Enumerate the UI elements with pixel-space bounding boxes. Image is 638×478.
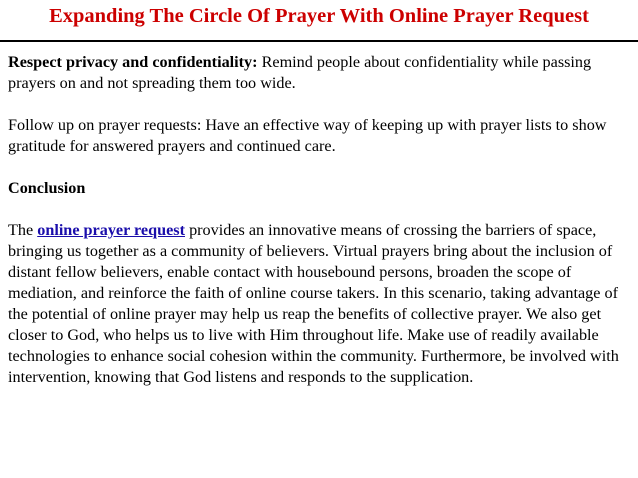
- conclusion-text: provides an innovative means of crossing the barriers of space, bringing us together as a community of believers. Virtual prayers bring about the inclusion of distant fellow believers, enable contact with housebound persons, broaden the scope of mediation, and reinforce the faith of online course takers. In this scenario, taking advantage of the potential of online prayer may help us reap the benefits of collective prayer. We also get closer to God, who helps us to live with Him throughout life. Make use of readily available technologies to enhance social cohesion within the community. Furthermore, be involved with intervention, knowing that God listens and responds to the supplication.: [8, 221, 619, 386]
- paragraph-follow-up: Follow up on prayer requests: Have an effective way of keeping up with prayer lists to show gratitude for answered prayers and continued care.: [8, 116, 607, 155]
- page-title: Expanding The Circle Of Prayer With Online Prayer Request: [49, 5, 589, 27]
- conclusion-heading: Conclusion: [8, 179, 86, 197]
- paragraph-conclusion: [8, 220, 630, 388]
- conclusion-prefix: The: [8, 221, 38, 239]
- privacy-label: Respect privacy and confidentiality:: [8, 53, 258, 71]
- paragraph-privacy: [8, 52, 630, 94]
- online-prayer-request-link[interactable]: online prayer request: [37, 221, 186, 239]
- slide-content: [0, 42, 638, 388]
- privacy-text: Remind people about confidentiality while passing prayers on and not spreading them too wide.: [8, 53, 592, 92]
